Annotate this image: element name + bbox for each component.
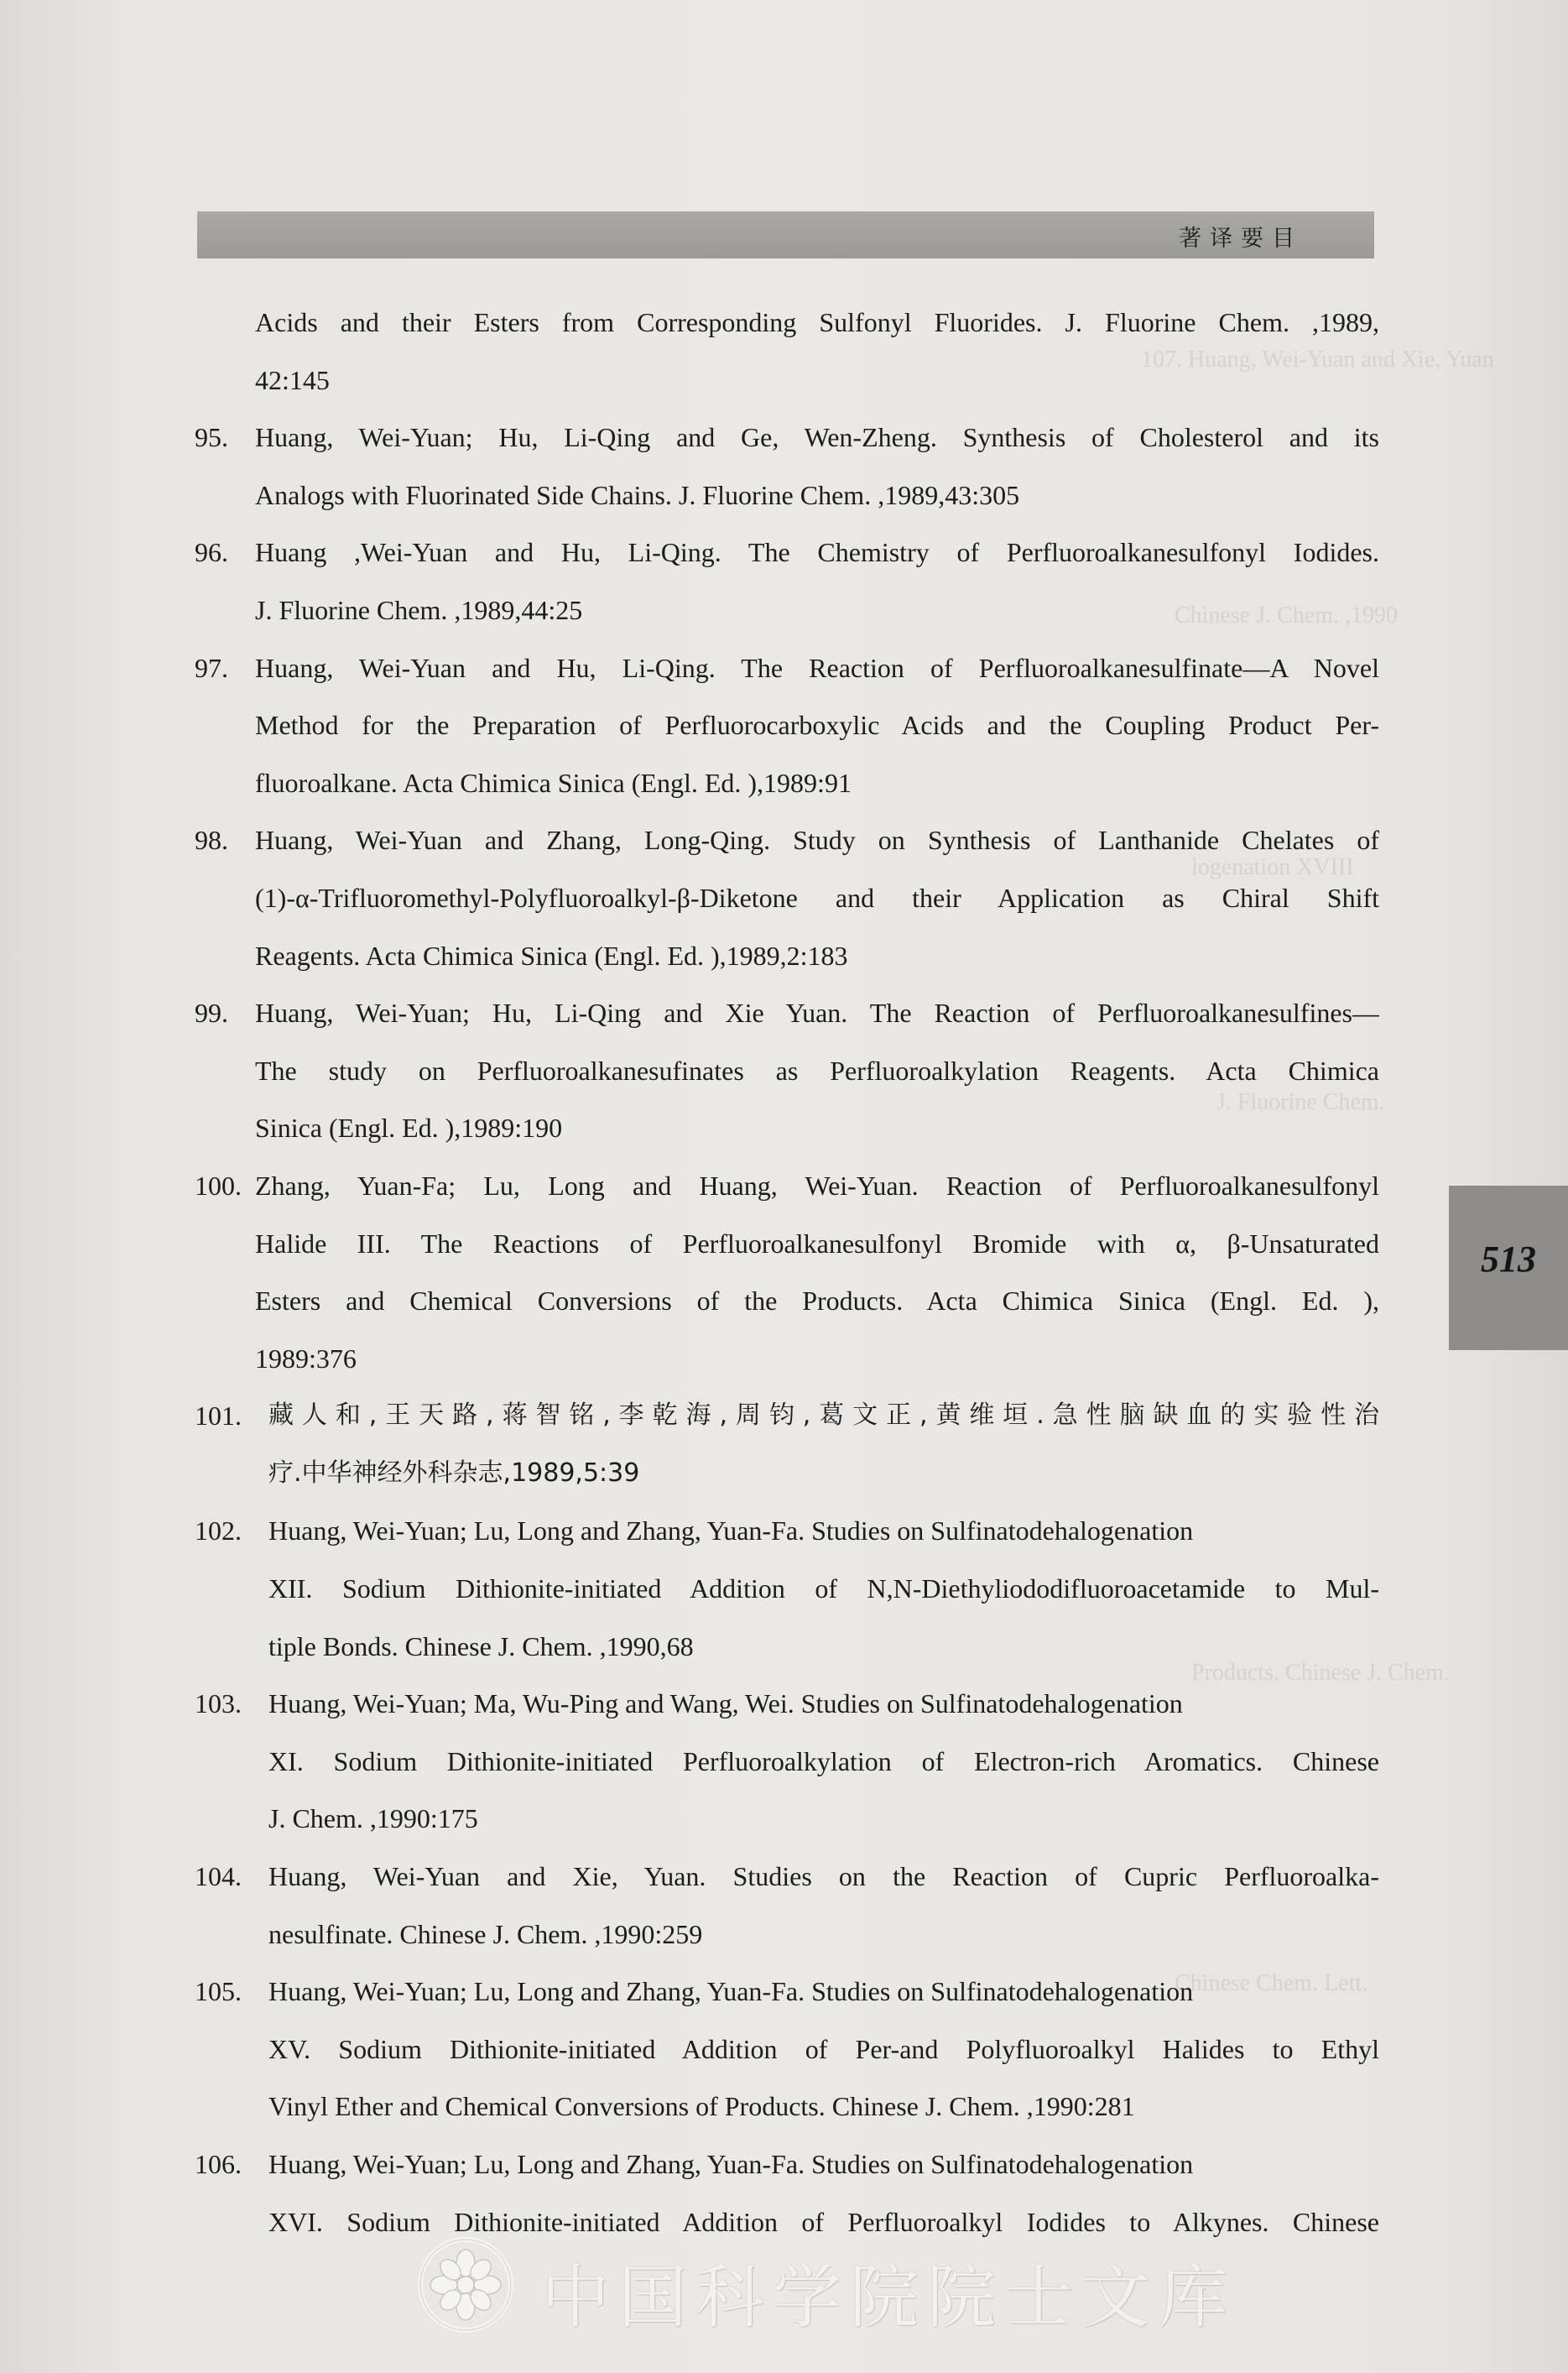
reference-entry-99: 99. Huang, Wei-Yuan; Hu, Li-Qing and Xie Yuan. The Reaction of Perfluoroalkanesulfines— xyxy=(195,984,1379,1042)
reference-number: 99. xyxy=(195,998,228,1029)
reference-line: nesulfinate. Chinese J. Chem. ,1990:259 xyxy=(268,1918,703,1949)
reference-line: J. Fluorine Chem. ,1989,44:25 xyxy=(255,594,583,625)
reference-number: 100. xyxy=(195,1170,242,1201)
reference-line: 疗.中华神经外科杂志,1989,5:39 xyxy=(268,1458,640,1488)
bleed-through-text: J. Fluorine Chem. xyxy=(1216,1089,1385,1115)
bleed-through-text: Products. Chinese J. Chem. xyxy=(1191,1660,1450,1686)
reference-number: 101. xyxy=(195,1400,242,1432)
reference-number: 102. xyxy=(195,1515,242,1546)
reference-line: Halide III. The Reactions of Perfluoroalkanesulfonyl Bromide with α, β-Unsaturated xyxy=(255,1228,1379,1259)
reference-number: 103. xyxy=(195,1688,242,1719)
reference-entry-98: 98. Huang, Wei-Yuan and Zhang, Long-Qing. Study on Synthesis of Lanthanide Chelates of xyxy=(195,811,1379,869)
reference-line: Analogs with Fluorinated Side Chains. J. Fluorine Chem. ,1989,43:305 xyxy=(255,479,1020,510)
reference-number: 96. xyxy=(195,537,228,568)
bleed-through-text: 107. Huang, Wei-Yuan and Xie, Yuan xyxy=(1141,347,1494,373)
running-header-title: 著译要目 xyxy=(1179,226,1303,252)
reference-entry-100: 100. Zhang, Yuan-Fa; Lu, Long and Huang, Wei-Yuan. Reaction of Perfluoroalkanesulfonyl xyxy=(195,1157,1379,1215)
reference-number: 98. xyxy=(195,825,228,856)
reference-entry-96: 96. Huang ,Wei-Yuan and Hu, Li-Qing. The Chemistry of Perfluoroalkanesulfonyl Iodides. xyxy=(195,524,1379,582)
reference-entry-102: 102. Huang, Wei-Yuan; Lu, Long and Zhang, Yuan-Fa. Studies on Sulfinatodehalogenation xyxy=(195,1502,1379,1560)
reference-line: fluoroalkane. Acta Chimica Sinica (Engl. Ed. ),1989:91 xyxy=(255,767,852,798)
reference-list xyxy=(195,294,1379,2250)
reference-line: J. Chem. ,1990:175 xyxy=(268,1803,478,1834)
page-number-tab xyxy=(1449,1186,1568,1350)
reference-entry-103: 103. Huang, Wei-Yuan; Ma, Wu-Ping and Wang, Wei. Studies on Sulfinatodehalogenation xyxy=(195,1675,1379,1733)
flower-emblem-icon xyxy=(415,2235,516,2335)
library-watermark xyxy=(415,2228,1237,2338)
reference-number: 104. xyxy=(195,1861,242,1892)
reference-line: XI. Sodium Dithionite-initiated Perfluoroalkylation of Electron-rich Aromatics. Chinese xyxy=(268,1745,1379,1776)
reference-entry-97: 97. Huang, Wei-Yuan and Hu, Li-Qing. The Reaction of Perfluoroalkanesulfinate—A Novel xyxy=(195,639,1379,697)
watermark-text: 中国科学院院士文库 xyxy=(541,2258,1237,2338)
reference-line: (1)-α-Trifluoromethyl-Polyfluoroalkyl-β-Diketone and their Application as Chiral Shift xyxy=(255,882,1379,913)
reference-entry-106: 106. Huang, Wei-Yuan; Lu, Long and Zhang, Yuan-Fa. Studies on Sulfinatodehalogenation xyxy=(195,2136,1379,2193)
bleed-through-text: logenation XVIII xyxy=(1191,854,1354,880)
reference-entry-101: 101. 藏人和,王天路,蒋智铭,李乾海,周钧,葛文正,黄维垣.急性脑缺血的实验性治 xyxy=(195,1387,1379,1445)
reference-line: XV. Sodium Dithionite-initiated Addition of Per-and Polyfluoroalkyl Halides to Ethyl xyxy=(268,2033,1379,2064)
reference-line: Vinyl Ether and Chemical Conversions of Products. Chinese J. Chem. ,1990:281 xyxy=(268,2091,1135,2122)
reference-line: tiple Bonds. Chinese J. Chem. ,1990,68 xyxy=(268,1630,694,1661)
reference-line: Sinica (Engl. Ed. ),1989:190 xyxy=(255,1113,563,1144)
reference-number: 106. xyxy=(195,2149,242,2179)
reference-entry-105: 105. Huang, Wei-Yuan; Lu, Long and Zhang, Yuan-Fa. Studies on Sulfinatodehalogenation xyxy=(195,1963,1379,2021)
reference-line: The study on Perfluoroalkanesufinates as Perfluoroalkylation Reagents. Acta Chimica xyxy=(255,1055,1379,1086)
reference-number: 97. xyxy=(195,652,228,683)
reference-entry-104: 104. Huang, Wei-Yuan and Xie, Yuan. Studies on the Reaction of Cupric Perfluoroalka- xyxy=(195,1848,1379,1906)
bleed-through-text: Chinese J. Chem. ,1990 xyxy=(1175,602,1398,628)
reference-line: Reagents. Acta Chimica Sinica (Engl. Ed. ),1989,2:183 xyxy=(255,940,848,971)
reference-number: 95. xyxy=(195,422,228,453)
reference-line: Acids and their Esters from Corresponding Sulfonyl Fluorides. J. Fluorine Chem. ,1989, xyxy=(255,307,1379,337)
running-header-bar xyxy=(197,211,1374,258)
reference-line: 42:145 xyxy=(255,364,330,395)
reference-line: Method for the Preparation of Perfluorocarboxylic Acids and the Coupling Product Per- xyxy=(255,710,1379,741)
reference-line: XII. Sodium Dithionite-initiated Addition of N,N-Diethyliododifluoroacetamide to Mul- xyxy=(268,1573,1379,1604)
bleed-through-text: Chinese Chem. Lett. xyxy=(1175,1970,1368,1996)
reference-line: Esters and Chemical Conversions of the Products. Acta Chimica Sinica (Engl. Ed. ), xyxy=(255,1286,1379,1317)
reference-number: 105. xyxy=(195,1976,242,2007)
reference-line: XVI. Sodium Dithionite-initiated Addition of Perfluoroalkyl Iodides to Alkynes. Chinese xyxy=(268,2206,1379,2237)
page-number: 513 xyxy=(1481,1239,1536,1280)
reference-entry-95: 95. Huang, Wei-Yuan; Hu, Li-Qing and Ge, Wen-Zheng. Synthesis of Cholesterol and its xyxy=(195,409,1379,467)
reference-line: 1989:376 xyxy=(255,1343,357,1374)
